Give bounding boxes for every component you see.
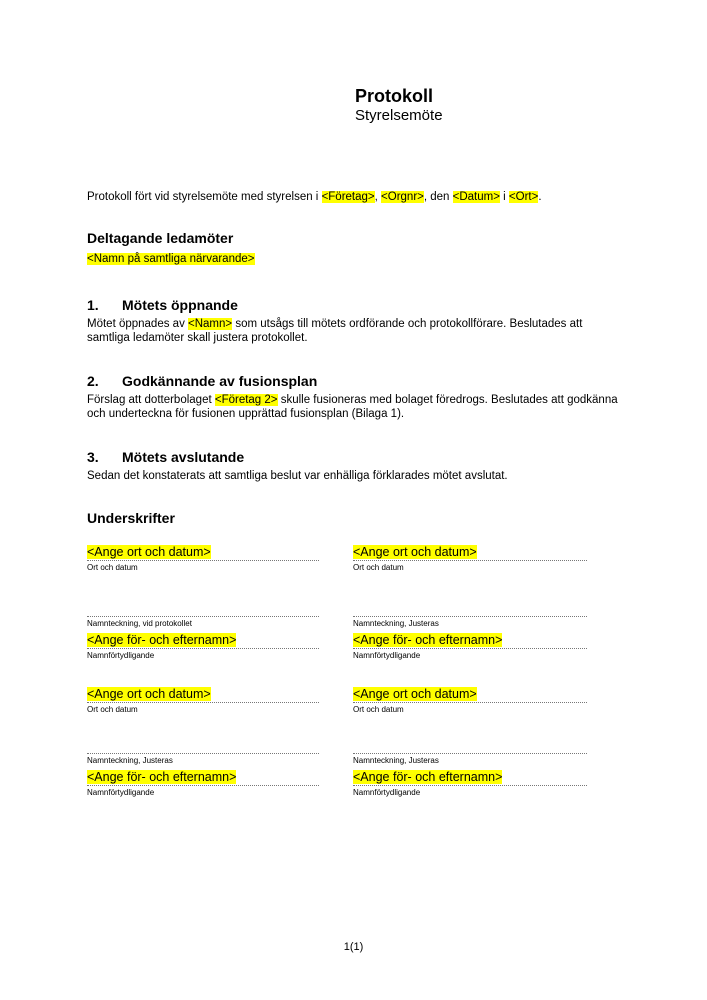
section-3-title: Mötets avslutande [122,449,245,465]
ort-datum-cell [353,687,587,714]
section-3-body [87,470,620,484]
field-caption: Namnförtydligande [87,788,155,797]
placeholder-highlight[interactable]: <Datum> [452,191,500,203]
field-caption: Ort och datum [87,563,138,572]
signature-line-caption: Namnteckning, vid protokollet [87,619,192,628]
signature-row-ort-datum-1 [87,545,587,572]
field-caption: Ort och datum [353,563,404,572]
field-caption: Namnförtydligande [353,651,421,660]
field-caption: Ort och datum [87,705,138,714]
ort-datum-cell [87,687,319,714]
namn-field[interactable] [353,633,587,649]
document-title: Protokoll [355,86,434,106]
namnteckning-cell [353,616,587,660]
field-caption: Namnförtydligande [87,651,155,660]
placeholder-highlight[interactable]: <Orgnr> [381,191,424,203]
namn-field[interactable] [87,633,319,649]
section-1-heading [87,297,620,314]
field-caption: Namnförtydligande [353,788,421,797]
placeholder-highlight[interactable]: <Ange ort och datum> [87,545,211,559]
section-1-number: 1. [87,297,99,313]
signature-line-caption: Namnteckning, Justeras [87,756,173,765]
field-caption: Ort och datum [353,705,404,714]
ort-datum-field[interactable] [353,545,587,561]
placeholder-highlight[interactable]: <Ange för- och efternamn> [353,770,503,784]
section-2-title: Godkännande av fusionsplan [122,373,318,389]
text-segment: i [499,191,509,203]
placeholder-highlight[interactable]: <Namn> [188,318,233,330]
section-3-motets-avslutande [87,449,620,484]
namnteckning-cell [87,753,319,797]
placeholder-highlight[interactable]: <Ange ort och datum> [87,687,211,701]
placeholder-highlight[interactable]: <Ange för- och efternamn> [87,633,237,647]
text-segment: , [374,191,382,203]
section-3-number: 3. [87,449,99,465]
text-segment: , den [423,191,453,203]
text-segment: som utsågs till mötets ordförande och protokollförare. Beslutades att samtliga ledamöter skall justera protokollet. [87,318,583,344]
section-2-number: 2. [87,373,99,389]
participants-heading: Deltagande ledamöter [87,230,234,246]
ort-datum-cell [87,545,319,572]
section-2-godkannande-av-fusionsplan [87,373,620,421]
text-segment: Sedan det konstaterats att samtliga beslut var enhälliga förklarades mötet avslutat. [87,470,508,482]
ort-datum-field[interactable] [87,545,319,561]
placeholder-highlight[interactable]: <Ange för- och efternamn> [87,770,237,784]
text-segment: Protokoll fört vid styrelsemöte med styrelsen i [87,191,322,203]
placeholder-highlight[interactable]: <Företag> [321,191,375,203]
section-2-body [87,394,620,421]
section-1-motets-oppnande [87,297,620,345]
ort-datum-field[interactable] [353,687,587,703]
placeholder-highlight[interactable]: <Ange ort och datum> [353,545,477,559]
document-subtitle: Styrelsemöte [355,107,443,124]
section-1-body [87,318,620,345]
participants-placeholder [87,253,620,267]
signature-line-caption: Namnteckning, Justeras [353,619,439,628]
title-block [355,86,443,125]
signature-row-namnteckning-2 [87,753,587,797]
namn-field[interactable] [353,770,587,786]
placeholder-highlight[interactable]: <Ange för- och efternamn> [353,633,503,647]
ort-datum-field[interactable] [87,687,319,703]
namnteckning-cell [353,753,587,797]
section-2-heading [87,373,620,390]
text-segment: Förslag att dotterbolaget [87,394,215,406]
namnteckning-cell [87,616,319,660]
text-segment: Mötet öppnades av [87,318,189,330]
section-3-heading [87,449,620,466]
placeholder-highlight[interactable]: <Namn på samtliga närvarande> [87,253,255,265]
section-participants [87,230,620,267]
signature-row-namnteckning-1 [87,616,587,660]
signature-line-caption: Namnteckning, Justeras [353,756,439,765]
text-segment: skulle fusioneras med bolaget föredrogs. Beslutades att godkänna och underteckna för fusionen upprättad fusionsplan (Bilaga 1). [87,394,618,420]
page-number: 1(1) [343,941,364,953]
text-segment: . [538,191,542,203]
section-1-title: Mötets öppnande [122,297,238,313]
signatures-heading: Underskrifter [87,510,175,526]
placeholder-highlight[interactable]: <Ort> [508,191,539,203]
intro-paragraph [87,191,620,205]
placeholder-highlight[interactable]: <Ange ort och datum> [353,687,477,701]
placeholder-highlight[interactable]: <Företag 2> [214,394,278,406]
signature-row-ort-datum-2 [87,687,587,714]
ort-datum-cell [353,545,587,572]
namn-field[interactable] [87,770,319,786]
